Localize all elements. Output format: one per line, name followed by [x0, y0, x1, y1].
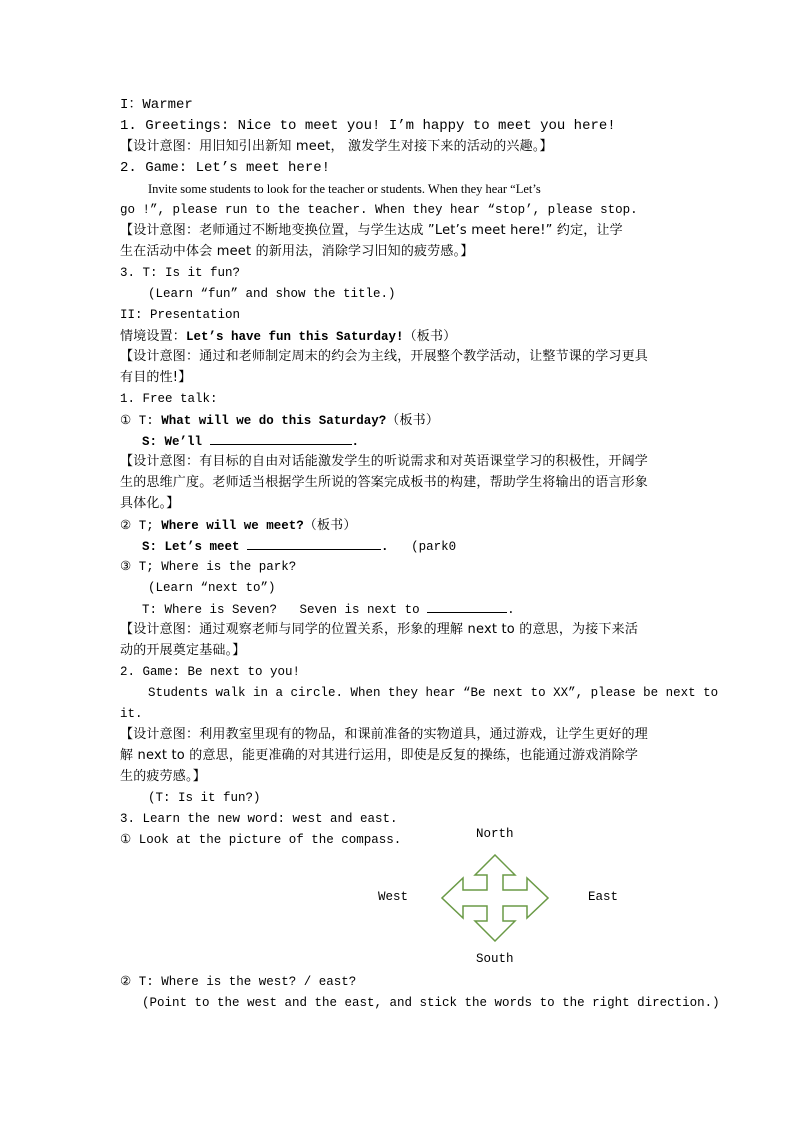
question-2-line [120, 516, 357, 535]
design-intent-5-line2: 动的开展奠定基础。】 [120, 643, 246, 658]
seven-answer-period: . [507, 603, 515, 617]
design-intent-4-line3: 具体化。】 [120, 496, 180, 511]
greetings-line: 1. Greetings: Nice to meet you! I’m happy to meet you here! [120, 118, 616, 134]
question-3-line: ③ T; Where is the park? [120, 560, 297, 574]
design-intent-4-line2: 生的思维广度。老师适当根据学生所说的答案完成板书的构建，帮助学生将输出的语言形象 [120, 475, 649, 490]
scene-label: 情境设置： [120, 329, 187, 344]
answer-1-blank [210, 432, 352, 445]
question-1-text: What will we do this Saturday? [161, 414, 387, 428]
warmer-heading: I：Warmer [120, 97, 193, 113]
design-intent-2-line2: 生在活动中体会 meet 的新用法，消除学习旧知的疲劳感。】 [120, 244, 474, 259]
design-intent-3-line2: 有目的性!】 [120, 370, 192, 385]
presentation-heading: II: Presentation [120, 308, 241, 322]
seven-question-line [142, 600, 515, 619]
compass-south-label: South [476, 952, 514, 966]
design-intent-5-line1: 【设计意图：通过观察老师与同学的位置关系，形象的理解 next to 的意思，为接下来活 [120, 622, 639, 637]
design-intent-2-line1: 【设计意图：老师通过不断地变换位置，与学生达成 ”Let’s meet here!” 约定，让学 [120, 223, 623, 238]
answer-2-period: . [381, 540, 389, 554]
design-intent-6-line3: 生的疲劳感。】 [120, 769, 206, 784]
question-1-prefix: ① T: [120, 414, 162, 428]
game-description-2: go !”, please run to the teacher. When they hear “stop’, please stop. [120, 203, 638, 217]
answer-2-note: (park0 [411, 540, 457, 554]
learn-new-word-line: 3. Learn the new word: west and east. [120, 812, 398, 826]
design-intent-3-line1: 【设计意图：通过和老师制定周末的约会为主线，开展整个教学活动，让整节课的学习更具 [120, 349, 649, 364]
answer-2-line [142, 537, 456, 556]
game-title: 2. Game: Let’s meet here! [120, 160, 331, 176]
question-1-line [120, 411, 439, 430]
scene-text: Let’s have fun this Saturday! [186, 330, 404, 344]
answer-2-blank [247, 537, 381, 550]
question-2-prefix: ② T; [120, 519, 162, 533]
compass-north-label: North [476, 827, 514, 841]
compass-west-label: West [378, 890, 409, 904]
compass-arrows-icon [441, 854, 549, 942]
answer-2-text: S: Let’s meet [142, 540, 240, 554]
design-intent-6-line1: 【设计意图：利用教室里现有的物品，和课前准备的实物道具，通过游戏，让学生更好的理 [120, 727, 649, 742]
seven-answer-blank [427, 600, 507, 613]
question-2-text: Where will we meet? [161, 519, 304, 533]
seven-question: T: Where is Seven? [142, 603, 278, 617]
compass-east-label: East [588, 890, 619, 904]
learn-fun-note: (Learn “fun” and show the title.) [148, 287, 396, 301]
learn-next-to-note: (Learn “next to”) [148, 581, 276, 595]
design-intent-4-line1: 【设计意图：有目标的自由对话能激发学生的听说需求和对英语课堂学习的积极性，开阔学 [120, 454, 649, 469]
answer-1-text: S: We’ll [142, 435, 203, 449]
game-2-title: 2. Game: Be next to you! [120, 665, 301, 679]
board-note: （板书） [303, 518, 357, 533]
game-2-description-1: Students walk in a circle. When they hear “Be next to XX”, please be next to [148, 686, 719, 700]
compass-arrow-shape [442, 855, 548, 941]
question-west-east: ② T: Where is the west? / east? [120, 975, 357, 989]
game-2-check: (T: Is it fun?) [148, 791, 261, 805]
free-talk-heading: 1. Free talk: [120, 392, 218, 406]
game-2-description-2: it. [120, 707, 143, 721]
point-words-note: (Point to the west and the east, and stick the words to the right direction.) [142, 996, 720, 1010]
seven-answer: Seven is next to [299, 603, 420, 617]
compass-step: ① Look at the picture of the compass. [120, 833, 402, 847]
design-intent-1: 【设计意图：用旧知引出新知 meet， 激发学生对接下来的活动的兴趣。】 [120, 139, 553, 154]
board-note: （板书） [386, 413, 440, 428]
question-is-it-fun: 3. T: Is it fun? [120, 266, 241, 280]
board-note: （板书） [403, 329, 457, 344]
game-description-1: Invite some students to look for the teacher or students. When they hear “Let’s [148, 182, 541, 196]
answer-1-line [142, 432, 359, 451]
scene-setting-line [120, 327, 456, 346]
answer-1-period: . [351, 435, 360, 449]
design-intent-6-line2: 解 next to 的意思，能更准确的对其进行运用，即使是反复的操练，也能通过游戏消除学 [120, 748, 639, 763]
